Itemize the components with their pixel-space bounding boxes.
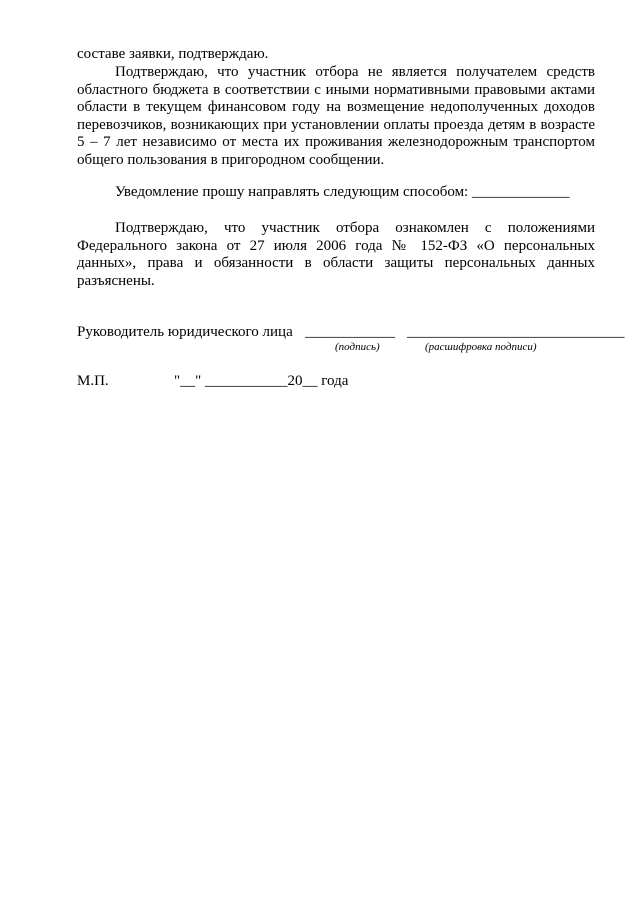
stamp-placeholder-label: М.П. xyxy=(77,373,109,389)
paragraph-notice-method: Уведомление прошу направлять следующим способом: _____________ xyxy=(115,184,570,200)
signature-caption: (подпись) xyxy=(335,341,380,353)
name-decoding-line: _____________________________ xyxy=(407,324,625,340)
name-decoding-caption: (расшифровка подписи) xyxy=(425,341,537,353)
paragraph-continuation: составе заявки, подтверждаю. xyxy=(77,46,269,62)
head-of-entity-label: Руководитель юридического лица xyxy=(77,324,293,340)
signature-line: ____________ xyxy=(305,324,395,340)
paragraph-confirm-personal-data: Подтверждаю, что участник отбора ознакомлен с положениями Федерального закона от 27 июля 2006 года № 152-ФЗ «О персональных данных», права и обязанности в области защиты персональных данных разъяснены. xyxy=(77,220,595,289)
date-line: "__" ___________20__ года xyxy=(174,373,349,389)
paragraph-confirm-budget: Подтверждаю, что участник отбора не является получателем средств областного бюджета в соответствии с иными нормативными правовыми актами области в текущем финансовом году на возмещение недополученных доходов перевозчиков, возникающих при установлении оплаты проезда детям в возрасте 5 – 7 лет независимо от места их проживания железнодорожным транспортом общего пользования в пригородном сообщении. xyxy=(77,64,595,168)
